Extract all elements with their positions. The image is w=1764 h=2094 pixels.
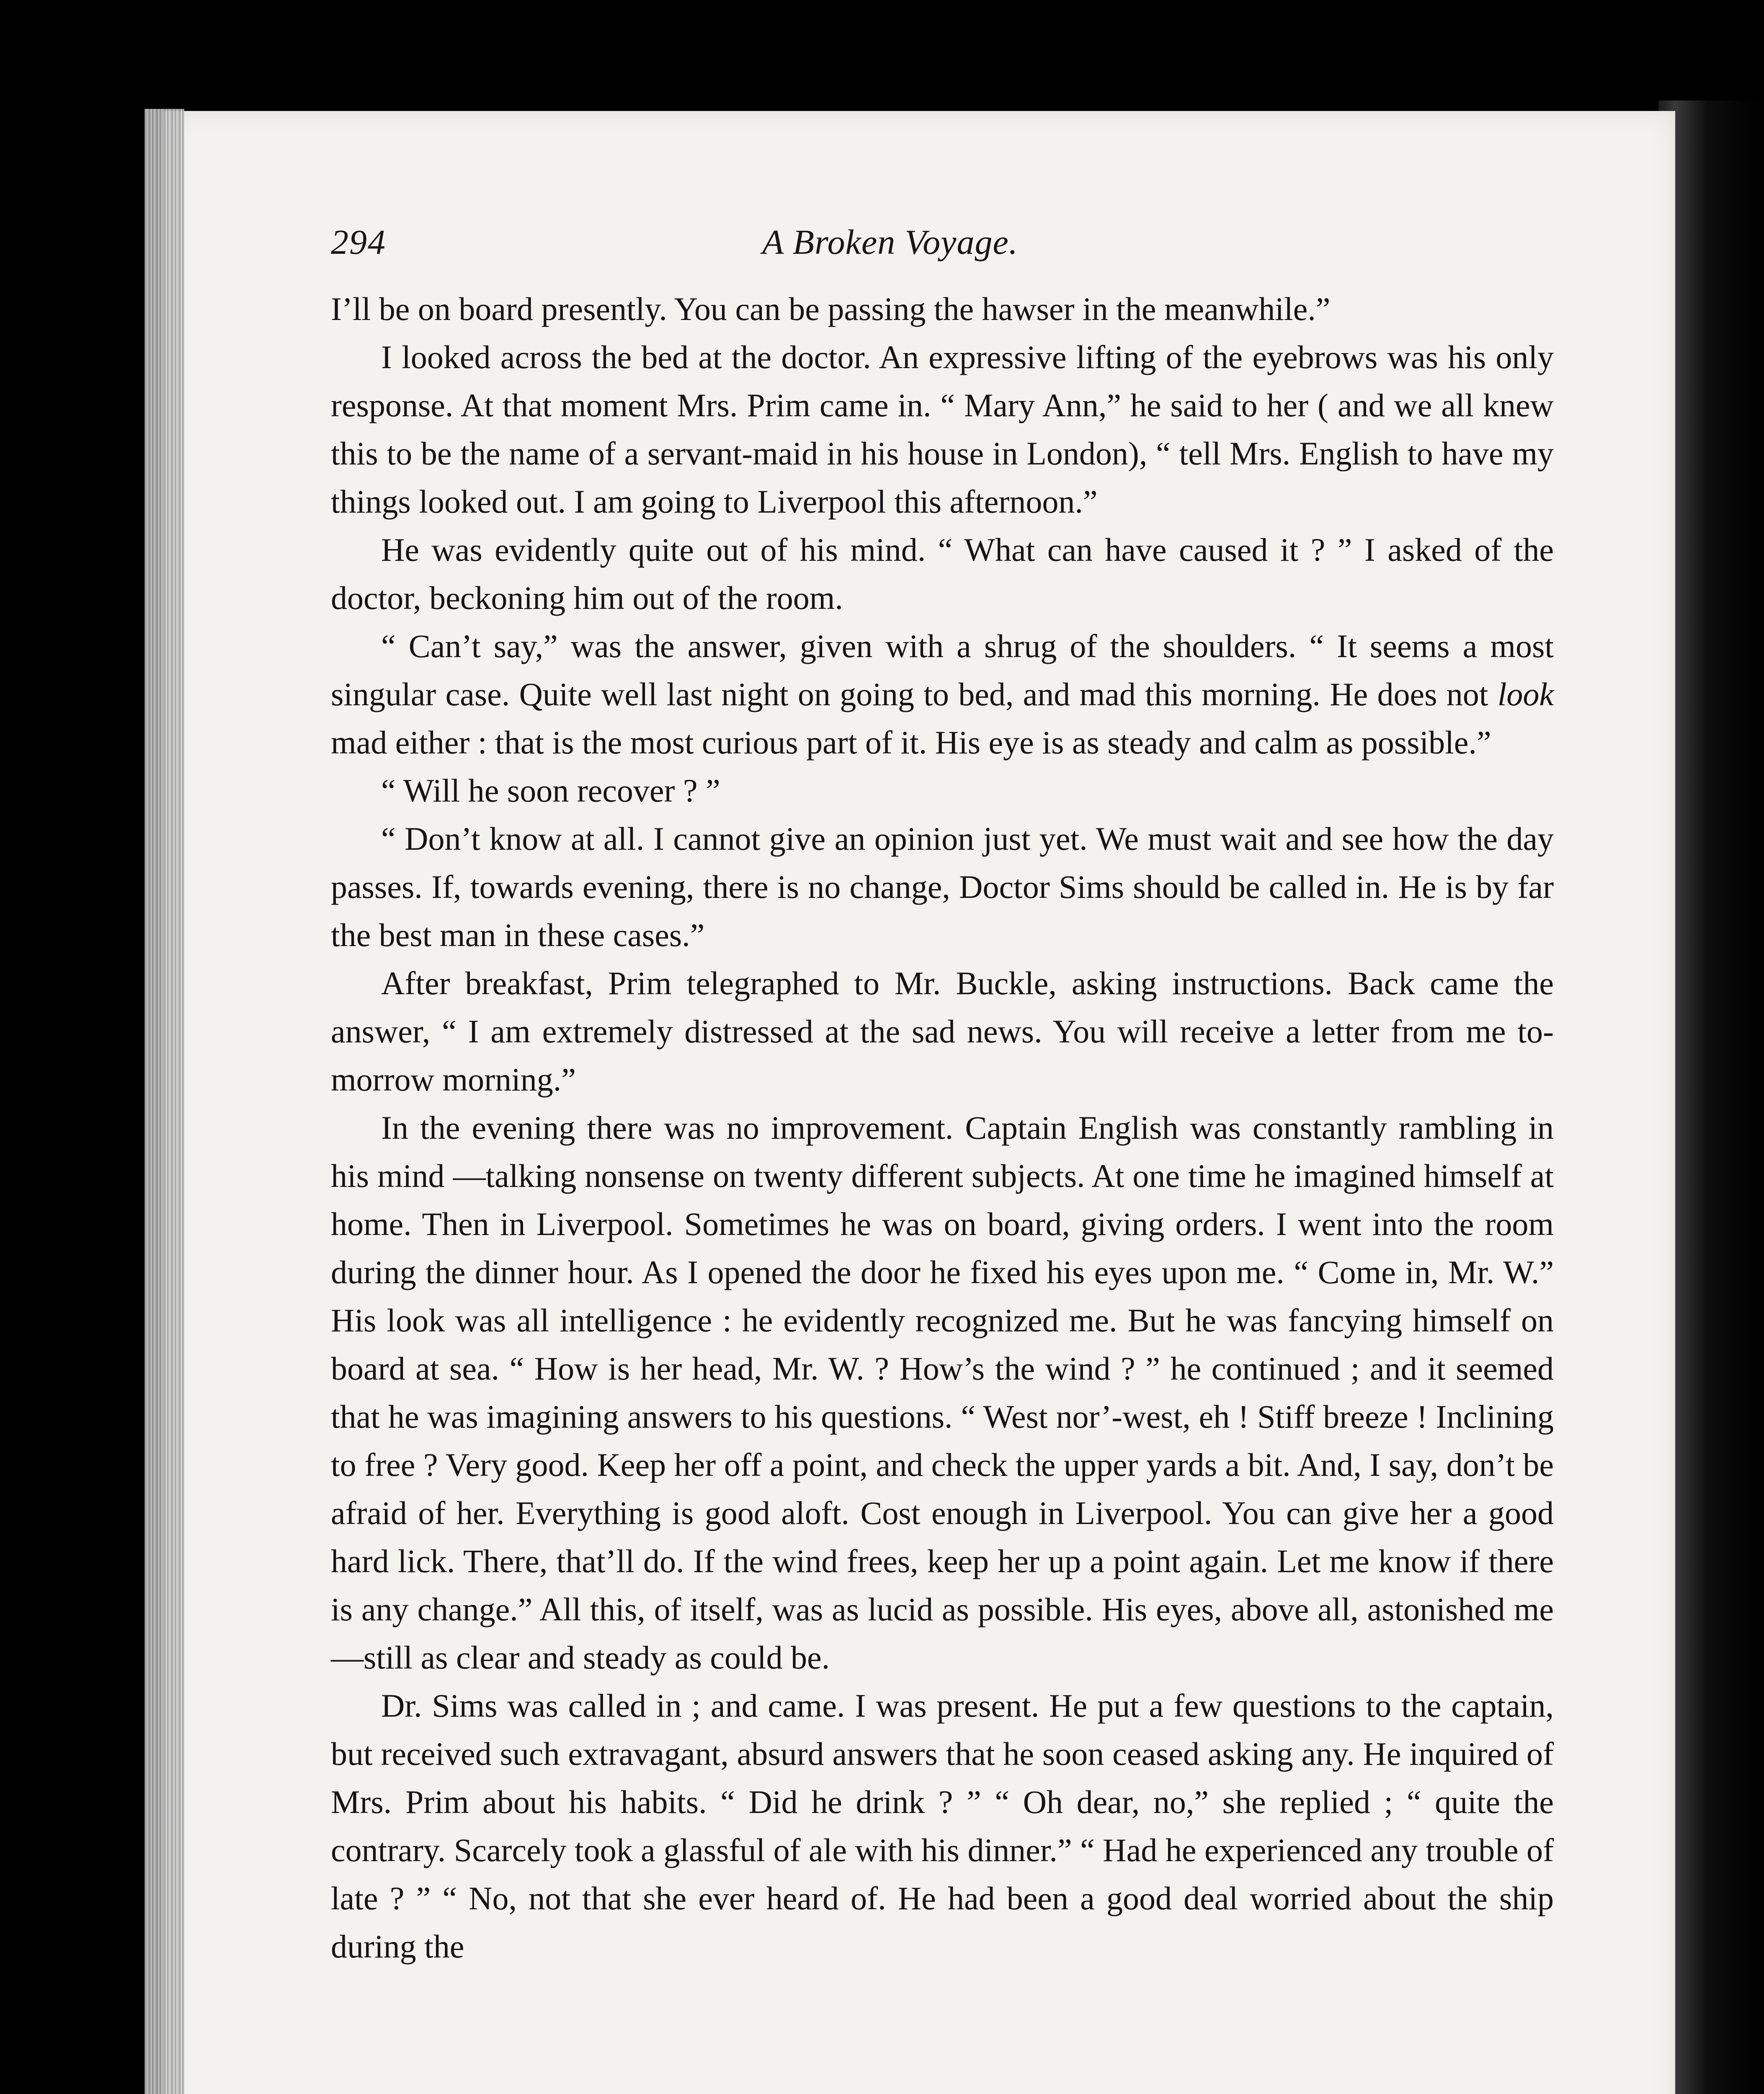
paragraph: In the evening there was no improvement. Captain English was constantly rambling in his mind —talking nonsense on twenty different subjects. At one time he imagined himself at home. Then in Liverpool. Sometimes he was on board, giving orders. I went into the room during the dinner hour. As I opened the door he fixed his eyes upon me. “ Come in, Mr. W.” His look was all intelligence : he evidently recognized me. But he was fancying himself on board at sea. “ How is her head, Mr. W. ? How’s the wind ? ” he continued ; and it seemed that he was imagining answers to his questions. “ West nor’-west, eh ! Stiff breeze ! Inclining to free ? Very good. Keep her off a point, and check the upper yards a bit. And, I say, don’t be afraid of her. Everything is good aloft. Cost enough in Liverpool. You can give her a good hard lick. There, that’ll do. If the wind frees, keep her up a point again. Let me know if there is any change.” All this, of itself, was as lucid as possible. His eyes, above all, astonished me—still as clear and steady as could be. [331,1109,1554,1676]
paragraph-text: “ Can’t say,” was the answer, given with a shrug of the shoulders. “ It seems a most singular case. Quite well last night on going to bed, and mad this morning. He does not [331,628,1554,712]
paragraph: After breakfast, Prim telegraphed to Mr. Buckle, asking instructions. Back came the answer, “ I am extremely distressed at the sad news. You will receive a letter from me to-morrow morning.” [331,965,1554,1098]
paragraph-text: mad either : that is the most curious part of it. His eye is as steady and calm as possible.” [331,724,1491,761]
paragraph: “ Will he soon recover ? ” [381,772,720,809]
page-number: 294 [331,223,386,262]
paragraph [331,622,1554,766]
page-header [331,222,1566,272]
page-gutter [144,109,184,2094]
paragraph: I looked across the bed at the doctor. An expressive lifting of the eyebrows was his only response. At that moment Mrs. Prim came in. “ Mary Ann,” he said to her ( and we all knew this to be the name of a servant-maid in his house in London), “ tell Mrs. English to have my things looked out. I am going to Liverpool this afternoon.” [331,339,1554,520]
running-title: A Broken Voyage. [762,223,1018,262]
paragraph: He was evidently quite out of his mind. “ What can have caused it ? ” I asked of the doctor, beckoning him out of the room. [331,531,1554,616]
body-text [331,285,1554,1970]
paragraph: I’ll be on board presently. You can be passing the hawser in the meanwhile.” [331,291,1331,327]
emphasis-text: look [1497,676,1554,712]
paragraph: Dr. Sims was called in ; and came. I was present. He put a few questions to the captain, but received such extravagant, absurd answers that he soon ceased asking any. He inquired of Mrs. Prim about his habits. “ Did he drink ? ” “ Oh dear, no,” she replied ; “ quite the contrary. Scarcely took a glassful of ale with his dinner.” “ Had he experienced any trouble of late ? ” “ No, not that she ever heard of. He had been a good deal worried about the ship during the [331,1687,1554,1965]
paragraph: “ Don’t know at all. I cannot give an opinion just yet. We must wait and see how the day passes. If, towards evening, there is no change, Doctor Sims should be called in. He is by far the best man in these cases.” [331,820,1554,953]
